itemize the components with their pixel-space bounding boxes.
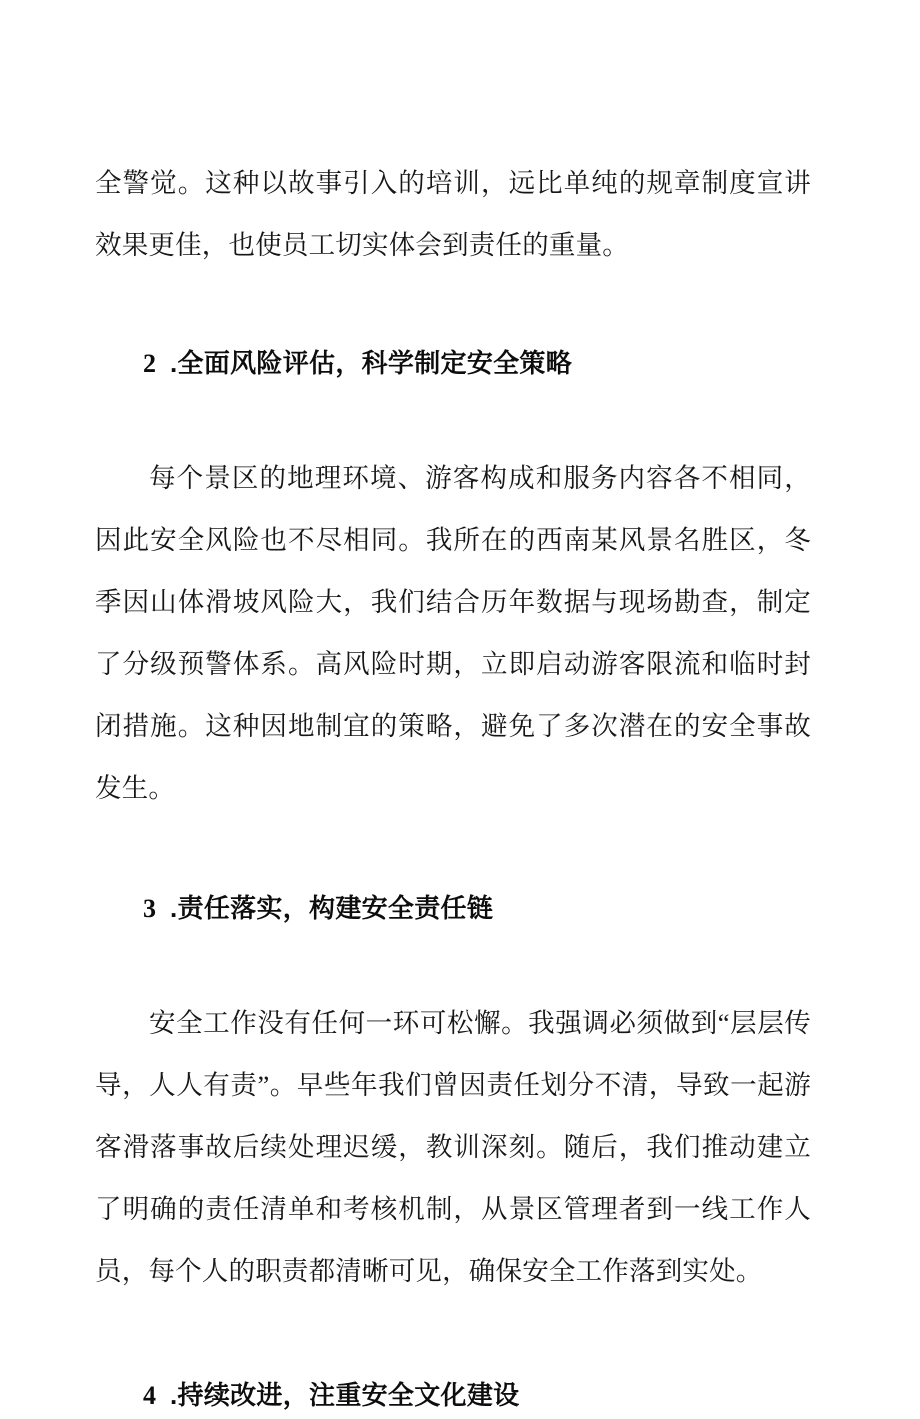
- spacer: [95, 1302, 811, 1372]
- section-heading-2: [95, 340, 811, 387]
- section-number: 4: [143, 1381, 156, 1410]
- section-number: 2: [143, 349, 156, 378]
- document-content: [95, 152, 811, 1419]
- spacer: [95, 276, 811, 340]
- section-heading-4: [95, 1372, 811, 1419]
- section-heading-text: .持续改进，注重安全文化建设: [170, 1380, 520, 1410]
- section-number: 3: [143, 894, 156, 923]
- spacer: [95, 387, 811, 447]
- spacer: [95, 819, 811, 885]
- paragraph-risk-assessment: 每个景区的地理环境、游客构成和服务内容各不相同，因此安全风险也不尽相同。我所在的西南某风景名胜区，冬季因山体滑坡风险大，我们结合历年数据与现场勘查，制定了分级预警体系。高风险时期，立即启动游客限流和临时封闭措施。这种因地制宜的策略，避免了多次潜在的安全事故发生。: [95, 463, 811, 803]
- paragraph-responsibility: 安全工作没有任何一环可松懈。我强调必须做到“层层传导，人人有责”。早些年我们曾因责任划分不清，导致一起游客滑落事故后续处理迟缓，教训深刻。随后，我们推动建立了明确的责任清单和考核机制，从景区管理者到一线工作人员，每个人的职责都清晰可见，确保安全工作落到实处。: [95, 1008, 811, 1286]
- paragraph-continuation: 全警觉。这种以故事引入的培训，远比单纯的规章制度宣讲效果更佳，也使员工切实体会到责任的重量。: [95, 168, 811, 260]
- section-heading-text: .全面风险评估，科学制定安全策略: [170, 348, 573, 378]
- spacer: [95, 932, 811, 992]
- section-heading-3: [95, 885, 811, 932]
- section-heading-text: .责任落实，构建安全责任链: [170, 893, 494, 923]
